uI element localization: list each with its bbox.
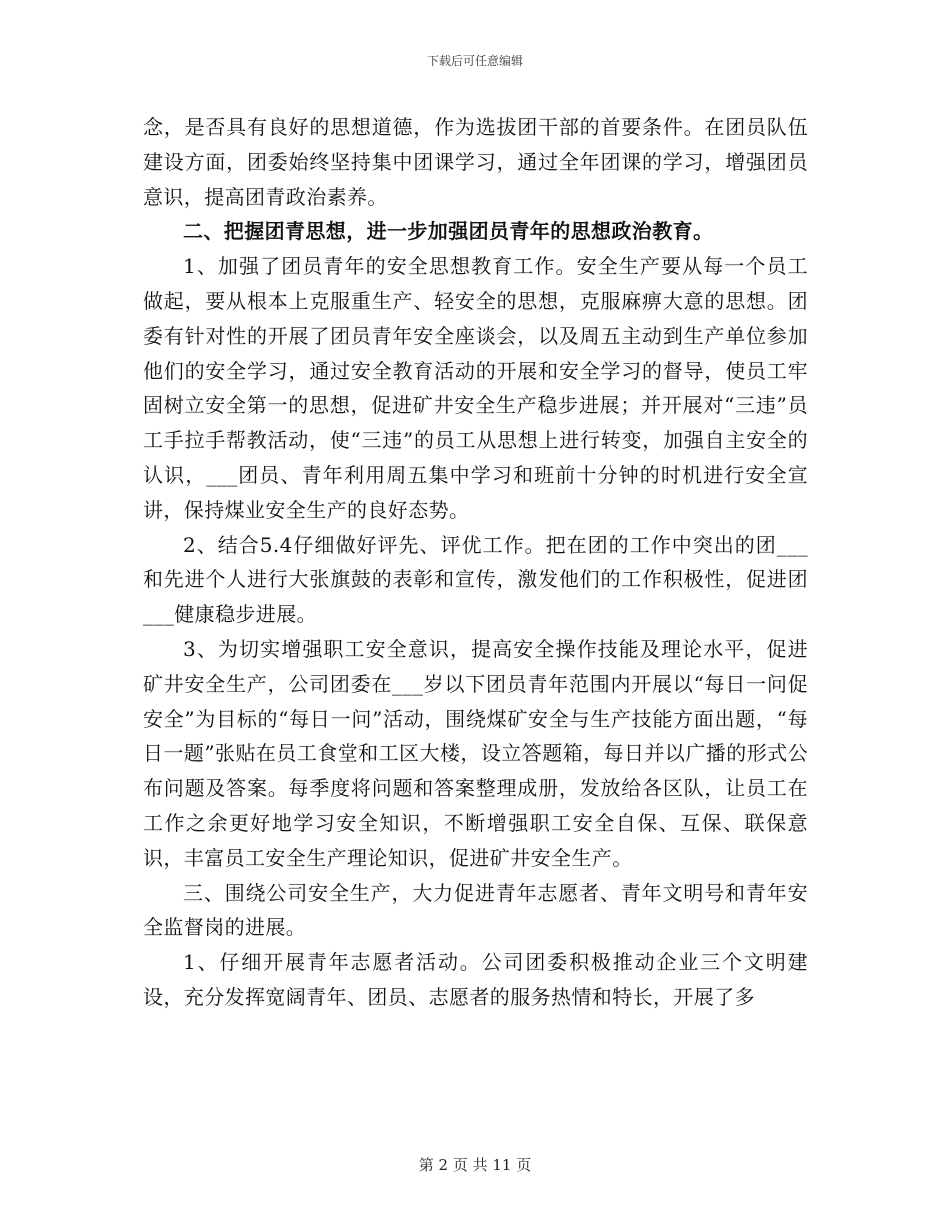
section-heading-2: 二、把握团青思想，进一步加强团员青年的思想政治教育。 [183,219,714,244]
paragraph-item-3: 3、为切实增强职工安全意识，提高安全操作技能及理论水平，促进矿井安全生产，公司团委在___岁以下团员青年范围内开展以“每日一问促安全”为目标的“每日一问”活动，围绕煤矿安全与生产技能方面出题，“每日一题”张贴在员工食堂和工区大楼，设立答题箱，每日并以广播的形式公布问题及答案。每季度将问题和答案整理成册，发放给各区队，让员工在工作之余更好地学习安全知识，不断增强职工安全自保、互保、联保意识，丰富员工安全生产理论知识，促进矿井安全生产。 [143,636,808,870]
paragraph-item-1-volunteer: 1、仔细开展青年志愿者活动。公司团委积极推动企业三个文明建设，充分发挥宽阔青年、团员、志愿者的服务热情和特长，开展了多 [143,950,808,1009]
page-footer: 第 2 页 共 11 页 [418,1156,532,1174]
document-body [143,110,808,1015]
paragraph-continuation: 念，是否具有良好的思想道德，作为选拔团干部的首要条件。在团员队伍建设方面，团委始终坚持集中团课学习，通过全年团课的学习，增强团员意识，提高团青政治素养。 [143,115,808,209]
page-header: 下载后可任意编辑 [426,54,523,68]
paragraph-item-1: 1、加强了团员青年的安全思想教育工作。安全生产要从每一个员工做起，要从根本上克服重生产、轻安全的思想，克服麻痹大意的思想。团委有针对性的开展了团员青年安全座谈会，以及周五主动到生产单位参加他们的安全学习，通过安全教育活动的开展和安全学习的督导，使员工牢固树立安全第一的思想，促进矿井安全生产稳步进展；并开展对“三违”员工手拉手帮教活动，使“三违”的员工从思想上进行转变，加强自主安全的认识，___团员、青年利用周五集中学习和班前十分钟的时机进行安全宣讲，保持煤业安全生产的良好态势。 [143,254,808,522]
paragraph-item-2: 2、结合5.4仔细做好评先、评优工作。把在团的工作中突出的团___和先进个人进行大张旗鼓的表彰和宣传，激发他们的工作积极性，促进团___健康稳步进展。 [143,532,808,627]
section-heading-3: 三、围绕公司安全生产，大力促进青年志愿者、青年文明号和青年安全监督岗的进展。 [143,880,808,940]
